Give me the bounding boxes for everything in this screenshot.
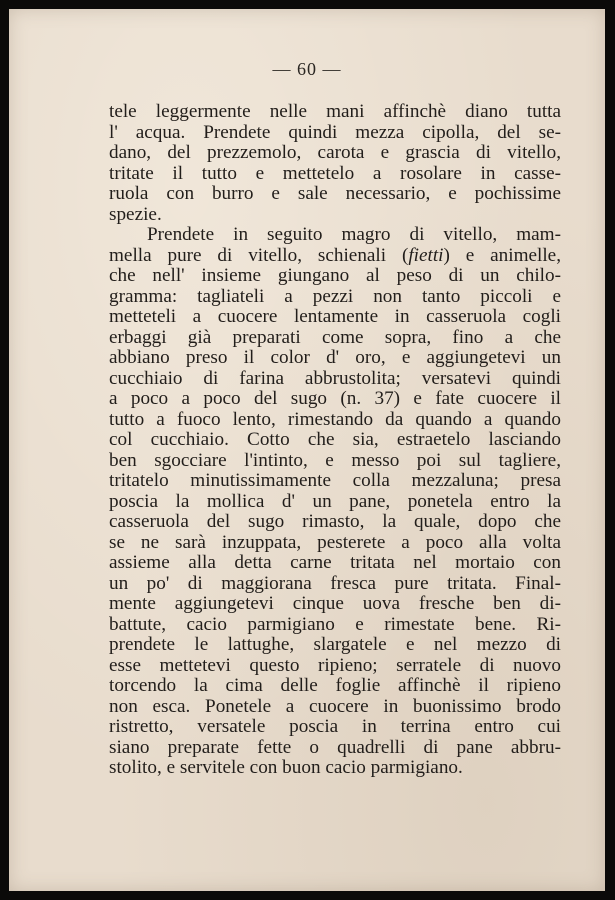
- text-line: mella pure di vitello, schienali (fietti) e animelle,: [109, 244, 561, 266]
- text-line: tele leggermente nelle mani affinchè diano tutta: [109, 101, 561, 122]
- text-line: poscia la mollica d' un pane, ponetela entro la: [109, 490, 561, 512]
- text-line: mente aggiungetevi cinque uova fresche ben di-: [109, 593, 561, 614]
- text-line: esse mettetevi questo ripieno; serratele di nuovo: [109, 654, 561, 676]
- text-line: l' acqua. Prendete quindi mezza cipolla, del se-: [109, 121, 561, 143]
- italic-term: fietti: [408, 244, 444, 266]
- text-line: battute, cacio parmigiano e rimestate bene. Ri-: [109, 613, 561, 635]
- text-line: col cucchiaio. Cotto che sia, estraetelo lasciando: [109, 429, 561, 450]
- text-line: casseruola del sugo rimasto, la quale, dopo che: [109, 511, 561, 532]
- text-line: Prendete in seguito magro di vitello, mam-: [147, 224, 561, 245]
- book-page: [9, 9, 605, 891]
- text-line: non esca. Ponetele a cuocere in buonissimo brodo: [109, 695, 561, 717]
- text-line: siano preparate fette o quadrelli di pane abbru-: [109, 736, 561, 758]
- page-number: — 60 —: [272, 59, 342, 79]
- text-line: ruola con burro e sale necessario, e pochissime: [109, 183, 561, 204]
- text-line: dano, del prezzemolo, carota e grascia di vitello,: [109, 142, 561, 163]
- text-line: tritatelo minutissimamente colla mezzaluna; presa: [109, 470, 561, 491]
- text-line: ristretto, versatele poscia in terrina entro cui: [109, 716, 561, 737]
- text-line: torcendo la cima delle foglie affinchè il ripieno: [109, 675, 561, 696]
- text-line: abbiano preso il color d' oro, e aggiungetevi un: [109, 347, 561, 368]
- text-line: spezie.: [109, 203, 162, 225]
- text-line: assieme alla detta carne tritata nel mortaio con: [109, 552, 561, 573]
- text-line: tutto a fuoco lento, rimestando da quando a quando: [109, 408, 561, 430]
- text-line: che nell' insieme giungano al peso di un chilo-: [109, 265, 561, 286]
- text-line: stolito, e servitele con buon cacio parmigiano.: [109, 757, 463, 778]
- text-line: un po' di maggiorana fresca pure tritata. Final-: [109, 572, 561, 594]
- paragraph: [109, 102, 561, 225]
- text-line: a poco a poco del sugo (n. 37) e fate cuocere il: [109, 388, 561, 409]
- text-line: cucchiaio di farina abbrustolita; versatevi quindi: [109, 367, 561, 389]
- text-line: metteteli a cuocere lentamente in casseruola cogli: [109, 306, 561, 327]
- text-line: gramma: tagliateli a pezzi non tanto piccoli e: [109, 285, 561, 307]
- text-line: prendete le lattughe, slargatele e nel mezzo di: [109, 634, 561, 655]
- paragraph: [109, 225, 561, 779]
- text-line: tritate il tutto e mettetelo a rosolare in casse-: [109, 162, 561, 184]
- text-line: erbaggi già preparati come sopra, fino a che: [109, 326, 561, 348]
- text-line: ben sgocciare l'intinto, e messo poi sul tagliere,: [109, 449, 561, 471]
- page-body-text: [109, 102, 561, 779]
- text-line: se ne sarà inzuppata, pesterete a poco alla volta: [109, 531, 561, 553]
